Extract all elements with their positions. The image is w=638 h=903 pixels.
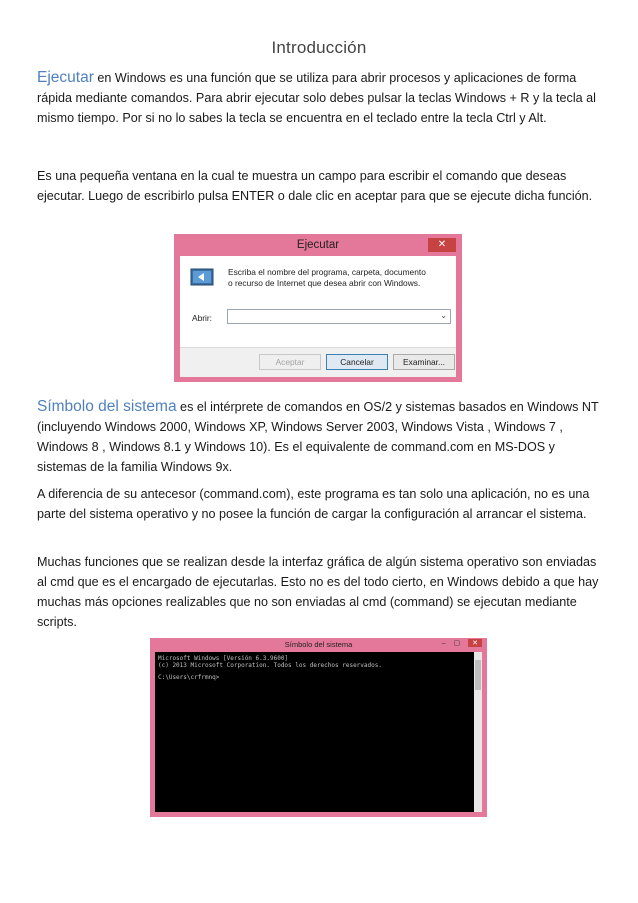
close-icon: ✕ [428,238,456,252]
paragraph-diferencia: A diferencia de su antecesor (command.com), este programa es tan solo una aplicación, no es una parte del sistema operativo y no posee la función de cargar la configuración al arrancar el sistema. [37,487,590,521]
cmd-titlebar [150,638,487,651]
paragraph-simbolo [37,397,605,477]
browse-button: Examinar... [393,354,455,370]
paragraph-simbolo-text: es el intérprete de comandos en OS/2 y sistemas basados en Windows NT (incluyendo Windows 2000, Windows XP, Windows Server 2003, Windows Vista , Windows 7 , Windows 8 , Windows 8.1 y Windows 10). Es el equivalente de command.com en MS-DOS y sistemas de la familia Windows 9x. [37,400,599,474]
cmd-console [155,652,482,812]
cmd-line: Microsoft Windows [Versión 6.3.9600] [158,655,289,662]
paragraph-funciones: Muchas funciones que se realizan desde la interfaz gráfica de algún sistema operativo son enviadas al cmd que es el encargado de ejecutarlas. Esto no es del todo cierto, en Windows debido a que hay muchas más opciones realizables que no son enviadas al cmd (command) se ejecutan mediante scripts. [37,555,599,629]
heading-simbolo-del-sistema: Símbolo del sistema [37,398,177,415]
paragraph-ejecutar-text: en Windows es una función que se utiliza para abrir procesos y aplicaciones de forma rápida mediante comandos. Para abrir ejecutar solo debes pulsar la teclas Windows + R y la tecla al mismo tiempo. Por si no lo sabes la tecla se encuentra en el teclado entre la tecla Ctrl y Alt. [37,71,596,125]
scrollbar-thumb [475,660,481,690]
run-app-icon [190,268,214,288]
open-input [227,309,451,324]
close-icon: ✕ [468,639,482,647]
cmd-prompt: C:\Users\crfrmnq> [158,674,220,681]
paragraph-ejecutar [37,68,605,128]
run-dialog-titlebar [174,234,462,256]
run-dialog-body [180,256,456,377]
run-dialog-footer [180,347,456,377]
cmd-line: (c) 2013 Microsoft Corporation. Todos los derechos reservados. [158,662,382,669]
run-dialog-screenshot [174,234,462,382]
document-title: Introducción [271,38,367,57]
window-controls [442,639,482,647]
run-dialog-description: Escriba el nombre del programa, carpeta, documento o recurso de Internet que desea abrir con Windows. [228,267,426,288]
accept-button: Aceptar [259,354,321,370]
heading-ejecutar: Ejecutar [37,69,94,86]
window-controls-icon: – ▢ [441,640,464,647]
scrollbar [474,652,482,812]
run-dialog-title: Ejecutar [296,239,340,251]
cmd-title: Símbolo del sistema [284,640,353,649]
chevron-down-icon: ⌄ [440,311,447,320]
paragraph-ejecutar-window: Es una pequeña ventana en la cual te muestra un campo para escribir el comando que deseas ejecutar. Luego de escribirlo pulsa ENTER o dale clic en aceptar para que se ejecute dicha función. [37,169,593,203]
cancel-button: Cancelar [326,354,388,370]
cmd-window-screenshot [150,638,487,817]
open-label: Abrir: [192,313,213,323]
